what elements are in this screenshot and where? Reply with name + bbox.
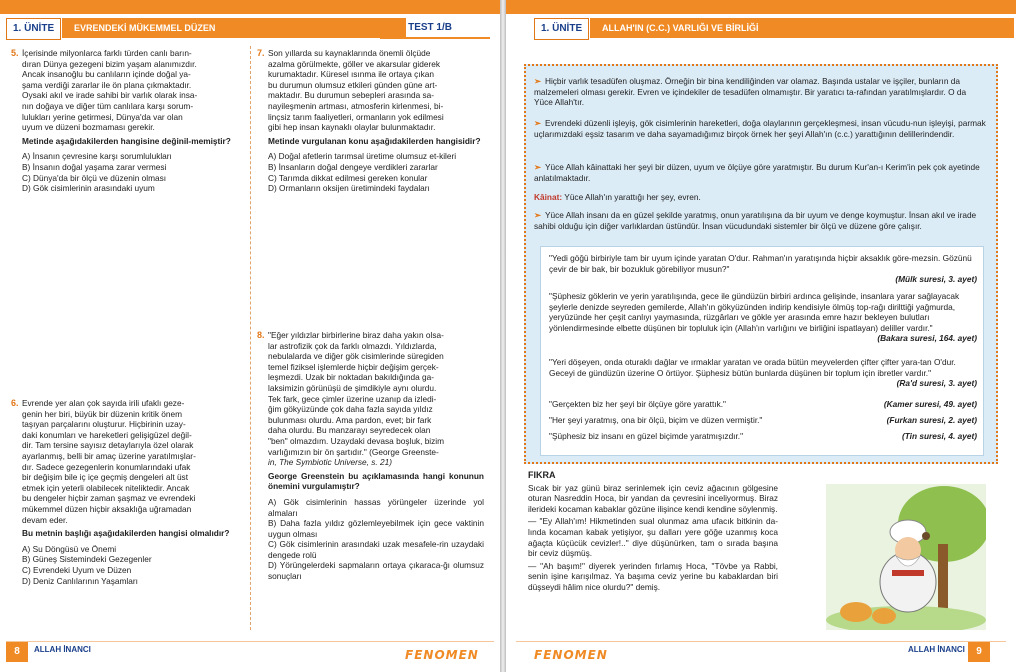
verse-reference: (Furkan suresi, 2. ayet) [886, 415, 977, 425]
question-line: Son yıllarda su kaynaklarında önemli ölçüde [268, 48, 431, 58]
answer-option[interactable]: C) Gök cisimlerinin arasındaki uzak mesafele-rin uzaydaki dengede rolü [268, 539, 484, 560]
answer-option[interactable]: A) Doğal afetlerin tarımsal üretime olumsuz et-kileri [268, 151, 457, 162]
unit-title: ALLAH'IN (C.C.) VARLIĞI VE BİRLİĞİ [590, 18, 1014, 38]
verses-box [540, 246, 984, 456]
page-number: 9 [968, 642, 990, 662]
question-line: Evrende yer alan çok sayıda irili ufaklı geze- [22, 398, 185, 408]
arrow-icon: ➢ [534, 118, 541, 128]
question-stem: Metinde vurgulanan konu aşağıdakilerden hangisidir? [268, 135, 481, 146]
answer-option[interactable]: D) Yörüngelerdeki sapmaların ortaya çıkaraca-ğı olumsuz sonuçları [268, 560, 484, 582]
question-line: şama verdiği zararlar ile ön plana çıkmaktadır. [22, 79, 192, 90]
footer-text: ALLAH İNANCI [34, 645, 91, 654]
question-number: 8. [257, 330, 265, 340]
verse-reference: (Kamer suresi, 49. ayet) [883, 399, 977, 409]
unit-title: EVRENDEKİ MÜKEMMEL DÜZEN [62, 18, 406, 38]
question-line: nayileşmenin artması, atmosferin kirlenmesi, bi- [268, 100, 444, 111]
question-number: 5. [11, 48, 19, 58]
question-line: nın doğaya ve diğer tüm canlılara karşı sorum- [22, 100, 194, 111]
question-line: taşıyan parçalarını oluşturur. Hiçbirinin uzay- [22, 419, 186, 430]
answer-option[interactable]: D) Gök cisimlerinin arasındaki uyum [22, 183, 155, 194]
answer-option[interactable]: D) Ormanların oksijen üretimindeki faydaları [268, 183, 430, 194]
question-line: bulunması olurdu. Ama pardon, evet; bir fark [268, 414, 432, 425]
arrow-icon: ➢ [534, 76, 541, 86]
header-line [380, 37, 490, 39]
fikra-paragraph: — "Ey Allah'ım! Hikmetinden sual olunmaz ama ufacık bitkinin da-lında kocaman kabak yetişiyor, şu dalları yere göğe uzanmış koca ağaçta küçücük cevizler!.." diye düşünürken, tam o sırada başına bir ceviz düşmüş. [528, 516, 778, 559]
verse: "Yedi göğü birbiriyle tam bir uyum içinde yaratan O'dur. Rahman'ın yaratışında hiçbir aksaklık göre-mezsin. Gözünü çevir de bir bak, bir bozukluk görebiliyor musun?" (Mülk suresi, 3. ayet) [549, 253, 977, 285]
unit-label: 1. ÜNİTE [6, 18, 61, 40]
question-line: "ben" olmazdım. Uzaydaki devasa boşluk, bizim [268, 435, 445, 446]
verse: "Şüphesiz göklerin ve yerin yaratılışında, gece ile gündüzün birbiri ardınca gelişinde, insanlara yarar sağlayacak şeylerle denizde seyreden gemilerde, Allah'ın gökyüzünden indirip kendisiyle ölmüş top-rağı dirilttiği yağmurda, yeryüzünde her çeşit canlıyı yaymasında, rüzgârları ve gökle yer arasında emre hazır bekleyen bulutları yönlendirmesinde elbette düşünen bir topluluk için (Allah'ın varlığını ve birliğini ispatlayan) deliller vardır." (Bakara suresi, 164. ayet) [549, 291, 977, 344]
fikra-paragraph: Sıcak bir yaz günü biraz serinlemek için ceviz ağacının gölgesine oturan Nasreddin Hoca, bir yandan da çevresini inceliyormuş. Biraz ilerideki kocaman kabaklar gözüne ilişince kendi kendine söylenmiş. [528, 482, 778, 514]
question-stem: Bu metnin başlığı aşağıdakilerden hangisi olmalıdır? [22, 528, 230, 539]
question-line: dir. Tam tersine sayısız detaylarıyla özel olarak [22, 440, 194, 451]
answer-option[interactable]: B) İnsanın doğal yaşama zarar vermesi [22, 161, 167, 172]
unit-label: 1. ÜNİTE [534, 18, 589, 40]
info-point: ➢ Yüce Allah kâinattaki her şeyi bir düzen, uyum ve ölçüye göre yaratmıştır. Bu durum Kur'an-ı Kerim'in pek çok ayetinde anlatılmaktadır. [534, 162, 980, 183]
question-line: genin her biri, büyük bir düzenin kritik önem [22, 408, 183, 419]
question-line: ayarlanmış, belli bir amaç üzerine yaratılmışlar- [22, 450, 196, 461]
info-point: ➢ Hiçbir varlık tesadüfen oluşmaz. Örneğin bir bina kendiliğinden var olamaz. Başında ustalar ve işçiler, bunların da malzemeleri olması gerekir. Evren ve içindekiler de tesadüfen olmamıştır. Bir yaratıcı ta-rafından yaratılmışlardır. O da Yüce Allah'tır. [534, 76, 967, 108]
page-number: 8 [6, 642, 28, 662]
info-point: ➢ Evrendeki düzenli işleyiş, gök cisimlerinin hareketleri, doğa olaylarının gerçekleşmesi, insan vücudu-nun işleyişi, parmak uçlarımızdaki eşsiz tasarım ve daha sayamadığımız birçok örnek her şeyi Allah'ın (c.c.) yarattığının delillerindendir. [534, 118, 986, 139]
verse-reference: (Ra'd suresi, 3. ayet) [896, 378, 977, 389]
question-line: varlığımızın bir ön şartıdır." (George Greenste- [268, 446, 439, 457]
question-line: daki konumları ve hareketleri gelişigüzel değil- [22, 429, 192, 440]
top-color-bar [0, 0, 500, 14]
question-line: bu durumun olumsuz etkileri günden güne art- [268, 79, 438, 90]
question-8 [257, 330, 484, 582]
question-line: kurumaktadır. Küresel ısınma ile ortaya çıkan [268, 69, 435, 80]
question-line: etmek için yeterli olabilecek niteliktedir. Ancak [22, 482, 190, 493]
top-color-bar [506, 0, 1016, 14]
question-line: dır. Sadece gezegenlerin konumlarındaki ufak [22, 461, 191, 472]
left-page [0, 0, 500, 672]
footer-text: ALLAH İNANCI [908, 645, 965, 654]
question-number: 7. [257, 48, 265, 58]
page-header [0, 18, 500, 38]
question-line: "Eğer yıldızlar birbirlerine biraz daha yakın olsa- [268, 330, 444, 340]
question-line: dıran Dünya gezegeni bizim yaşam alanımızdır. [22, 58, 197, 69]
verse: "Şüphesiz biz insanı en güzel biçimde yaratmışızdır." (Tin suresi, 4. ayet) [549, 431, 977, 441]
answer-option[interactable]: C) Tarımda dikkat edilmesi gereken konular [268, 172, 428, 183]
answer-option[interactable]: B) Güneş Sistemindeki Gezegenler [22, 554, 152, 565]
test-tag: TEST 1/B [408, 22, 452, 33]
arrow-icon: ➢ [534, 162, 541, 172]
question-line: uyum ve düzeni bozmaması gerekir. [22, 122, 155, 133]
question-6 [11, 398, 238, 586]
right-page [506, 0, 1016, 672]
question-line: laksimizin görünüşü de şimdikiyle aynı olurdu. [268, 382, 437, 393]
answer-option[interactable]: D) Deniz Canlılarının Yaşamları [22, 575, 138, 586]
question-line: lar astrofizik çok da farklı olmazdı. Yıldızlarda, [268, 340, 437, 351]
question-line: azalma görülmekte, göller ve akarsular giderek [268, 58, 441, 69]
column-divider [250, 46, 252, 630]
answer-option[interactable]: C) Evrendeki Uyum ve Düzen [22, 564, 132, 575]
question-line: bu dengeler hiçbir zaman şaşmaz ve evrendeki [22, 493, 196, 504]
fikra-section [528, 470, 778, 593]
question-line: linçsiz tarım faaliyetleri, ormanların yok edilmesi [268, 111, 444, 122]
info-point: ➢ Yüce Allah insanı da en güzel şekilde yaratmış, onun yaratılışına da bir uyum ve denge koymuştur. İnsan akıl ve irade sahibi olduğu için diğer varlıklardan üstündür. İnsan vücudundaki sistemler bir ölçü ve düzene göre çalışır. [534, 210, 977, 231]
question-line: leşmezdi. Uzak bir noktadan bakıldığında ga- [268, 372, 435, 383]
answer-option[interactable]: B) İnsanların doğal dengeye verdikleri zararlar [268, 161, 438, 172]
question-stem: Metinde aşağıdakilerden hangisine değinil-memiştir? [22, 135, 231, 146]
answer-option[interactable]: A) Gök cisimlerinin hassas yörüngeler üzerinde yol almaları [268, 496, 484, 518]
question-line: mükemmel düzen hiçbir aksaklığa uğramadan [22, 503, 192, 514]
publisher-logo: FENOMEN [534, 648, 608, 662]
fikra-title: FIKRA [528, 470, 556, 480]
question-line: Oysaki akıl ve irade sahibi bir varlık olarak insa- [22, 90, 198, 101]
question-line: lulukları yerine getirmesi, Dünya'da var olan [22, 111, 183, 122]
answer-option[interactable]: A) İnsanın çevresine karşı sorumlulukları [22, 151, 172, 162]
verse-reference: (Bakara suresi, 164. ayet) [877, 333, 977, 344]
question-5 [11, 48, 238, 194]
verse-reference: (Mülk suresi, 3. ayet) [895, 274, 977, 285]
fikra-paragraph: — "Ah başım!" diyerek yerinden fırlamış Hoca, "Tövbe ya Rabbi, senin işine karışılmaz. Ya başıma ceviz yerine bu kabaklardan biri düşseydi hâlim nice olurdu?" demiş. [528, 560, 778, 592]
verse-reference: (Tin suresi, 4. ayet) [901, 431, 977, 441]
nasreddin-hoca-illustration [826, 484, 986, 630]
question-line: gibi hep insan kaynaklı olaylar bulunmaktadır. [268, 122, 436, 133]
verse: "Her şeyi yaratmış, ona bir ölçü, biçim ve düzen vermiştir." (Furkan suresi, 2. ayet) [549, 415, 977, 425]
question-stem: George Greenstein bu açıklamasında hangi konunun önemini vurgulamıştır? [268, 470, 484, 492]
info-box [524, 64, 998, 464]
question-line: temel fiziksel işlemlerde hiçbir değişim gerçek- [268, 361, 439, 372]
kainat-definition: Kâinat: Yüce Allah'ın yarattığı her şey, evren. [534, 192, 701, 202]
publisher-logo: FENOMEN [405, 648, 479, 662]
verse: "Gerçekten biz her şeyi bir ölçüye göre yarattık." (Kamer suresi, 49. ayet) [549, 399, 977, 409]
question-line: nebulalarda ve diğer gök cisimlerinde süregiden [268, 351, 444, 362]
question-line: maktadır. Bu durumun sebepleri arasında sa- [268, 90, 435, 101]
arrow-icon: ➢ [534, 210, 541, 220]
question-line: in, The Symbiotic Universe, s. 21) [268, 457, 393, 468]
answer-option[interactable]: B) Daha fazla yıldız gözlemleyebilmek için gece vaktinin uygun olması [268, 518, 484, 539]
question-7 [257, 48, 484, 194]
answer-option[interactable]: A) Su Döngüsü ve Önemi [22, 543, 117, 554]
verse: "Yeri döşeyen, onda oturaklı dağlar ve ırmaklar yaratan ve orada bütün meyvelerden çifter çifter yara-tan O'dur. Geceyi de gündüzün üzerine O örtüyor. Şüphesiz bütün bunlarda düşünen bir toplum için ibretler vardır." (Ra'd suresi, 3. ayet) [549, 357, 977, 389]
question-line: devam eder. [22, 514, 68, 525]
question-line: Tek fark, gece çimler üzerine uzanıp da izledi- [268, 393, 437, 404]
question-line: İçerisinde milyonlarca farklı türden canlı barın- [22, 48, 192, 58]
question-line: bir değişim bile iç içe geçmiş dengeleri alt üst [22, 472, 189, 483]
question-line: daha olurdu. Bu manzarayı seyredecek olan [268, 425, 431, 436]
question-line: Ancak insanoğlu bu canlıların içinde doğal ya- [22, 69, 191, 80]
question-number: 6. [11, 398, 19, 408]
answer-option[interactable]: C) Dünya'da bir ölçü ve düzenin olması [22, 172, 167, 183]
page-header [506, 18, 1016, 38]
question-line: ğim gökyüzünde çok daha fazla sayıda yıldız [268, 404, 433, 415]
